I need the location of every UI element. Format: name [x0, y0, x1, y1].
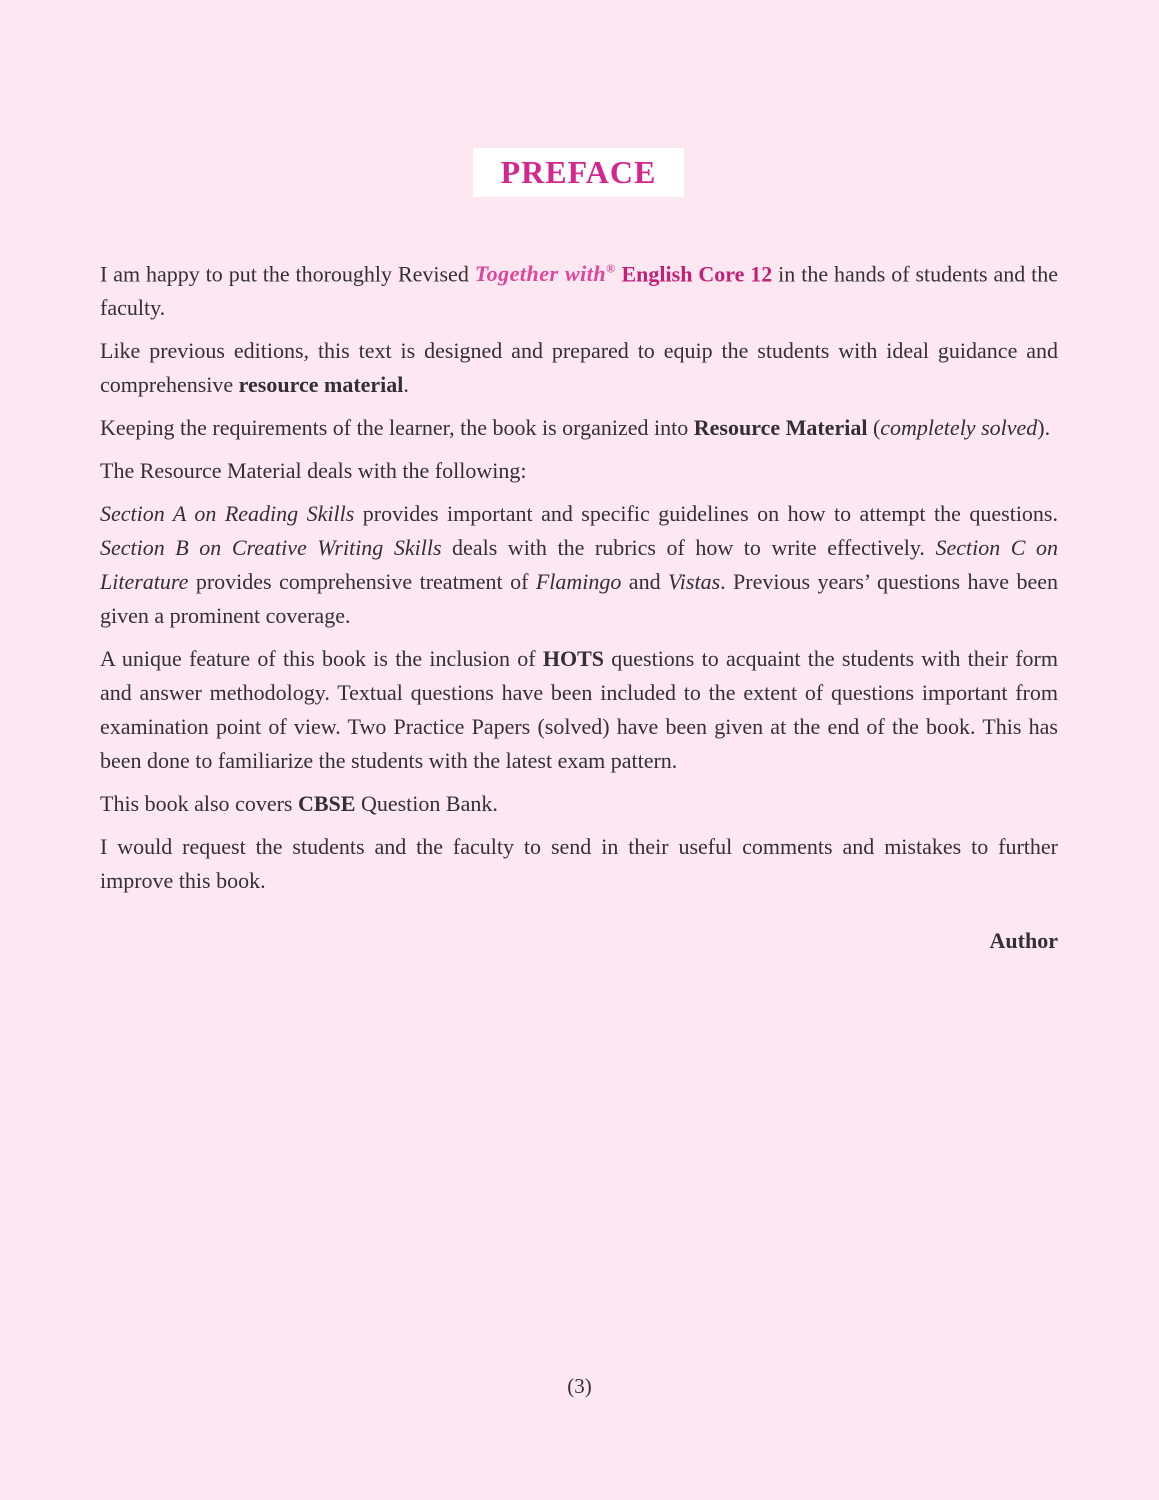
text-segment: ).: [1037, 415, 1051, 441]
text-segment: Question Bank.: [355, 791, 498, 817]
paragraph-hots: [100, 642, 1058, 778]
paragraph-organization: [100, 411, 1058, 445]
bold-resource-material: resource material: [238, 372, 404, 398]
page-title: PREFACE: [500, 154, 657, 190]
text-segment: Like previous editions, this text is designed and prepared to equip the students with ideal guidance and comprehensive: [100, 338, 1058, 398]
preface-title-box: [473, 148, 684, 197]
paragraph-deals-with: [100, 454, 1058, 488]
paragraph-cbse: [100, 787, 1058, 821]
text-segment: provides comprehensive treatment of: [188, 569, 536, 595]
bold-hots: HOTS: [542, 646, 604, 672]
italic-vistas: Vistas: [667, 569, 721, 595]
paragraph-request: [100, 830, 1058, 898]
book-title-text: English Core 12: [615, 261, 773, 287]
text-segment: .: [403, 372, 409, 398]
brand-script-text: Together with: [474, 261, 607, 287]
text-segment: I am happy to put the thoroughly Revised: [100, 261, 475, 287]
text-segment: provides important and specific guidelines on how to attempt the questions.: [354, 501, 1058, 527]
paragraph-editions: [100, 334, 1058, 402]
italic-section-c: Section C on Literature: [100, 535, 1058, 595]
italic-flamingo: Flamingo: [535, 569, 622, 595]
text-segment: in the hands of students and the faculty.: [100, 261, 1059, 321]
text-segment: I would request the students and the faculty to send in their useful comments and mistakes to further improve this book.: [100, 834, 1058, 894]
paragraph-intro: [100, 252, 1058, 325]
text-segment: This book also covers: [100, 791, 298, 817]
bold-cbse: CBSE: [297, 791, 356, 817]
italic-section-a: Section A on Reading Skills: [100, 501, 355, 527]
text-segment: deals with the rubrics of how to write effectively.: [441, 535, 936, 561]
text-segment: The Resource Material deals with the following:: [100, 458, 527, 484]
text-segment: A unique feature of this book is the inclusion of: [100, 646, 543, 672]
author-signature: Author: [989, 928, 1058, 954]
italic-section-b: Section B on Creative Writing Skills: [100, 535, 442, 561]
preface-body: [100, 252, 1058, 958]
text-segment: questions to acquaint the students with their form and answer methodology. Textual questions have been included to the extent of questions important from examination point of view. Two Practice Papers (solved) have been given at the end of the book. This has been done to familiarize the students with the latest exam pattern.: [100, 646, 1058, 774]
bold-resource-material: Resource Material: [693, 415, 868, 441]
text-segment: Keeping the requirements of the learner, the book is organized into: [100, 415, 694, 441]
registered-mark: ®: [606, 262, 616, 276]
italic-completely-solved: completely solved: [880, 415, 1038, 441]
brand-together-with: [475, 261, 616, 286]
text-segment: (: [867, 415, 881, 441]
page-number: (3): [567, 1374, 592, 1398]
text-segment: and: [621, 569, 668, 595]
text-segment: . Previous years’ questions have been given a prominent coverage.: [100, 569, 1058, 629]
paragraph-sections: [100, 497, 1058, 633]
